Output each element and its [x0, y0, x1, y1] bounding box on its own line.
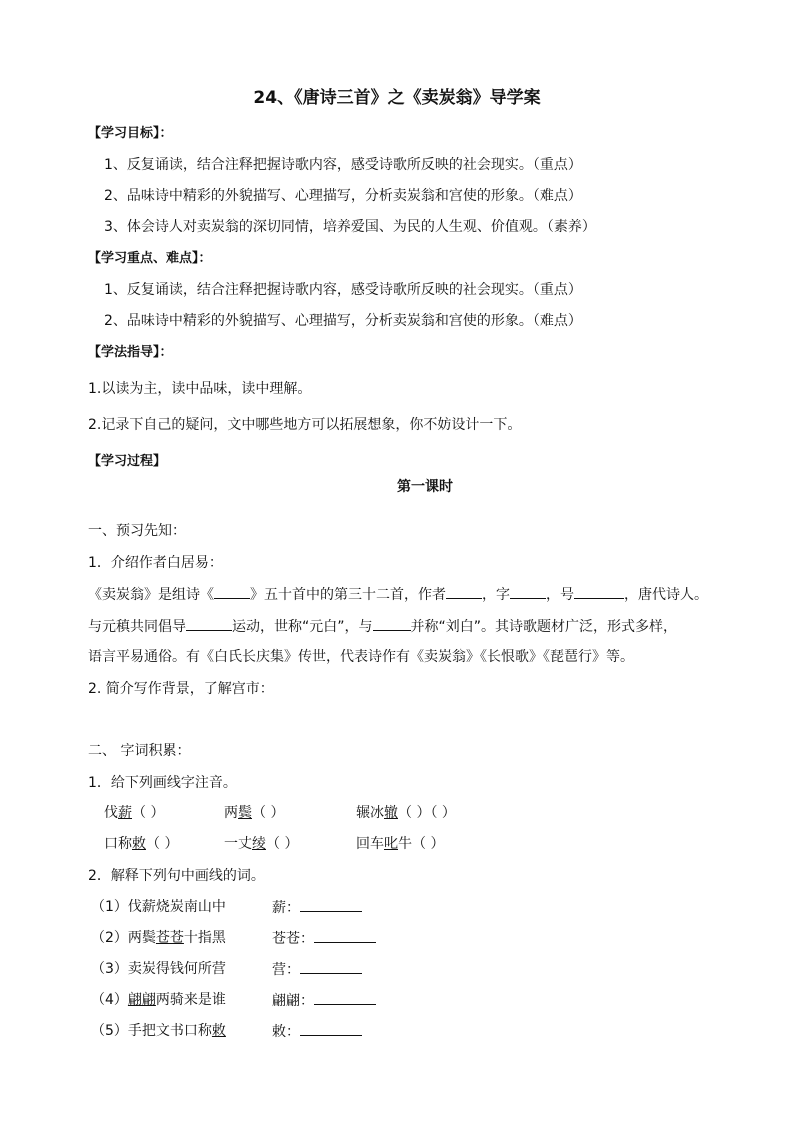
text-segment: 《卖炭翁》是组诗《	[88, 587, 214, 603]
focus-heading: 【学习重点、难点】：	[88, 251, 212, 266]
explain-sentence: （4）翩翩两骑来是谁	[91, 992, 226, 1008]
objective-item-3: 3、体会诗人对卖炭翁的深切同情，培养爱国、为民的人生观、价值观。（素养）	[104, 219, 596, 235]
underlined-word: 敕	[211, 1023, 226, 1039]
vocab-question-1: 1．给下列画线字注音。	[88, 775, 237, 791]
fill-blank-liu[interactable]	[373, 616, 411, 631]
answer-blank[interactable]	[300, 897, 362, 912]
author-paragraph-line-2	[88, 616, 677, 637]
text-segment: ，号	[546, 587, 574, 603]
objectives-heading: 【学习目标】：	[88, 126, 173, 141]
text-segment: 与元稹共同倡导	[88, 619, 186, 635]
underlined-char: 敕	[132, 836, 146, 852]
answer-blank[interactable]	[314, 928, 376, 943]
lesson-heading: 第一课时	[397, 479, 453, 495]
underlined-char: 辙	[384, 805, 398, 821]
underlined-char: 绫	[252, 836, 266, 852]
underlined-char: 鬓	[238, 805, 252, 821]
focus-item-1: 1、反复诵读，结合注释把握诗歌内容，感受诗歌所反映的社会现实。（重点）	[104, 282, 582, 298]
underlined-char: 薪	[118, 805, 132, 821]
objective-item-1: 1、反复诵读，结合注释把握诗歌内容，感受诗歌所反映的社会现实。（重点）	[104, 157, 582, 173]
preview-question-2: 2. 简介写作背景，了解宫市：	[88, 681, 274, 697]
explain-sentence: （1）伐薪烧炭南山中	[91, 899, 226, 915]
explain-answer: 苍苍：	[272, 928, 376, 949]
focus-item-2: 2、品味诗中精彩的外貌描写、心理描写，分析卖炭翁和宫使的形象。（难点）	[104, 313, 582, 329]
objective-item-2: 2、品味诗中精彩的外貌描写、心理描写，分析卖炭翁和宫使的形象。（难点）	[104, 188, 582, 204]
process-heading: 【学习过程】	[88, 454, 167, 469]
pinyin-item: 两鬓（ ）	[224, 805, 285, 821]
explain-sentence: （3）卖炭得钱何所营	[91, 961, 226, 977]
pinyin-item: 一丈绫（ ）	[224, 836, 299, 852]
answer-blank[interactable]	[300, 959, 362, 974]
method-item-1: 1.以读为主，读中品味，读中理解。	[88, 381, 312, 397]
page-title: 24、《唐诗三首》之《卖炭翁》导学案	[253, 88, 541, 108]
fill-blank-author[interactable]	[446, 584, 482, 599]
author-paragraph-line-1	[88, 584, 708, 605]
text-segment: 》五十首中的第三十二首，作者	[250, 587, 446, 603]
explain-answer: 薪：	[272, 897, 362, 918]
underlined-word: 翩翩	[127, 992, 156, 1008]
method-heading: 【学法指导】：	[88, 345, 173, 360]
vocab-heading: 二、 字词积累：	[88, 743, 191, 759]
explain-answer: 敕：	[272, 1021, 362, 1042]
text-segment: ，唐代诗人。	[624, 587, 708, 603]
underlined-word: 苍苍	[155, 930, 184, 946]
preview-heading: 一、预习先知：	[88, 523, 186, 539]
answer-blank[interactable]	[314, 990, 376, 1005]
fill-blank-series[interactable]	[214, 584, 250, 599]
method-item-2: 2.记录下自己的疑问，文中哪些地方可以拓展想象，你不妨设计一下。	[88, 417, 522, 433]
preview-question-1: 1．介绍作者白居易：	[88, 555, 223, 571]
answer-blank[interactable]	[300, 1021, 362, 1036]
fill-blank-pseudonym[interactable]	[574, 584, 624, 599]
pinyin-item: 伐薪（ ）	[104, 805, 165, 821]
text-segment: ，字	[482, 587, 510, 603]
pinyin-item: 回车叱牛（ ）	[356, 836, 445, 852]
explain-sentence: （2）两鬓苍苍十指黑	[91, 930, 226, 946]
underlined-char: 叱	[384, 836, 398, 852]
text-segment: 并称“刘白”。其诗歌题材广泛，形式多样，	[410, 619, 678, 635]
pinyin-item: 口称敕（ ）	[104, 836, 179, 852]
text-segment: 运动，世称“元白”，与	[232, 619, 373, 635]
vocab-question-2: 2．解释下列句中画线的词。	[88, 868, 265, 884]
author-paragraph-line-3: 语言平易通俗。有《白氏长庆集》传世，代表诗作有《卖炭翁》《长恨歌》《琵琶行》等。	[88, 649, 634, 665]
explain-answer: 营：	[272, 959, 362, 980]
fill-blank-movement[interactable]	[186, 616, 232, 631]
explain-sentence: （5）手把文书口称敕	[91, 1023, 226, 1039]
explain-answer: 翩翩：	[272, 990, 376, 1011]
fill-blank-courtesy-name[interactable]	[510, 584, 546, 599]
pinyin-item: 辗冰辙（ ）（ ）	[356, 805, 456, 821]
